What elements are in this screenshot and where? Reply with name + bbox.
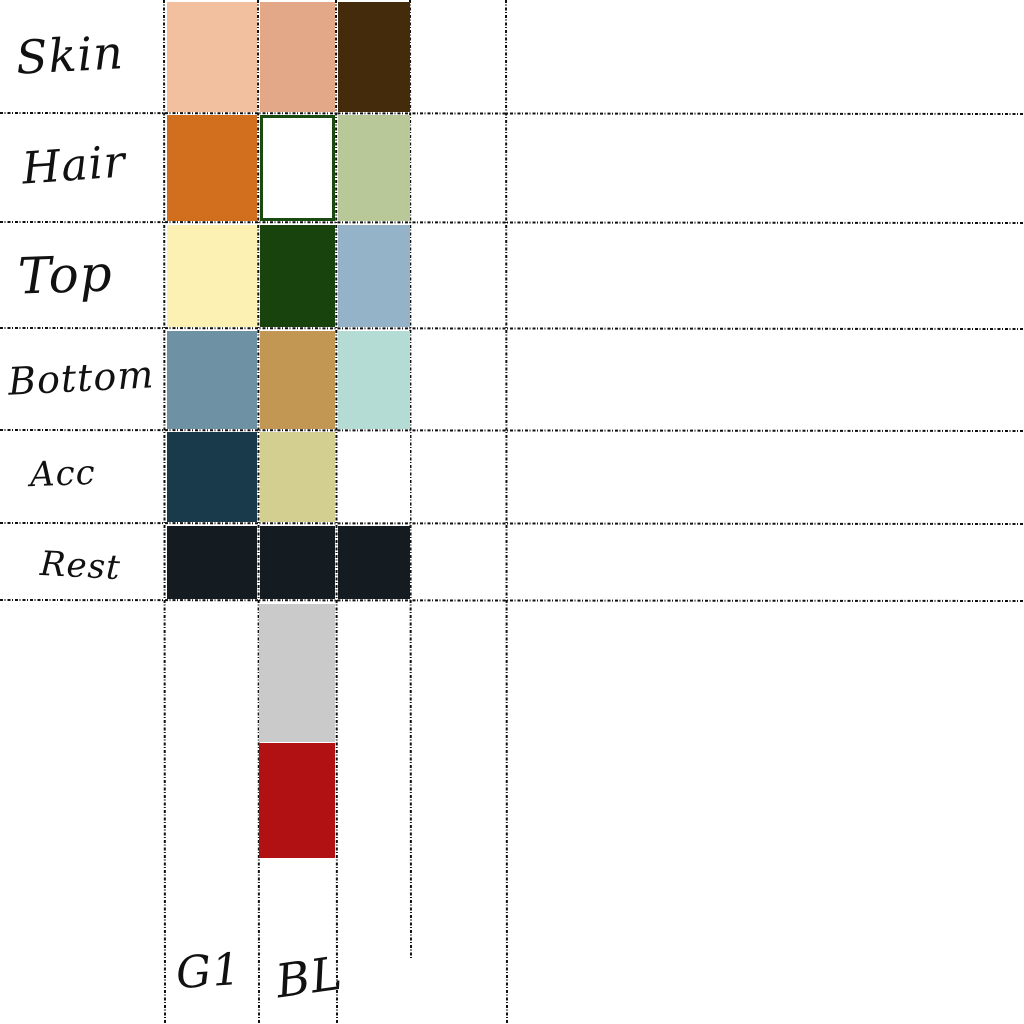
h-line-6 (0, 600, 1024, 601)
v-line-4 (410, 0, 411, 958)
column-label-bl: BL (272, 945, 346, 1009)
swatch-top-1 (167, 225, 257, 327)
row-label-skin: Skin (14, 25, 126, 85)
row-label-rest: Rest (39, 543, 122, 589)
swatch-bottom-3 (338, 331, 410, 429)
h-line-4 (0, 430, 1024, 431)
v-line-2 (258, 0, 259, 1024)
row-label-hair: Hair (20, 136, 128, 195)
swatch-skin-1 (167, 2, 257, 112)
column-label-g1: G1 (174, 943, 243, 1000)
swatch-bottom-1 (167, 331, 257, 429)
h-line-5 (0, 523, 1024, 524)
row-label-acc: Acc (29, 452, 97, 496)
swatch-acc-3 (338, 432, 410, 522)
swatch-extra-2 (259, 743, 335, 858)
swatch-rest-2 (260, 526, 335, 599)
swatch-rest-3 (338, 526, 410, 599)
swatch-hair-2 (260, 115, 335, 221)
swatch-hair-3 (338, 115, 410, 221)
v-line-1 (164, 0, 165, 1024)
swatch-extra-1 (259, 604, 335, 742)
swatch-acc-1 (167, 432, 257, 522)
swatch-top-2 (260, 225, 335, 327)
swatch-top-3 (338, 225, 410, 327)
swatch-skin-2 (260, 2, 335, 112)
v-line-5 (506, 0, 507, 1024)
h-line-2 (0, 222, 1024, 223)
swatch-rest-1 (167, 526, 257, 599)
v-line-3 (336, 0, 337, 1024)
swatch-skin-3 (338, 2, 410, 112)
swatch-hair-1 (167, 115, 257, 221)
h-line-3 (0, 328, 1024, 329)
swatch-bottom-2 (260, 331, 335, 429)
row-label-top: Top (17, 244, 114, 306)
swatch-acc-2 (260, 432, 335, 522)
h-line-1 (0, 113, 1024, 114)
row-label-bottom: Bottom (6, 352, 156, 404)
